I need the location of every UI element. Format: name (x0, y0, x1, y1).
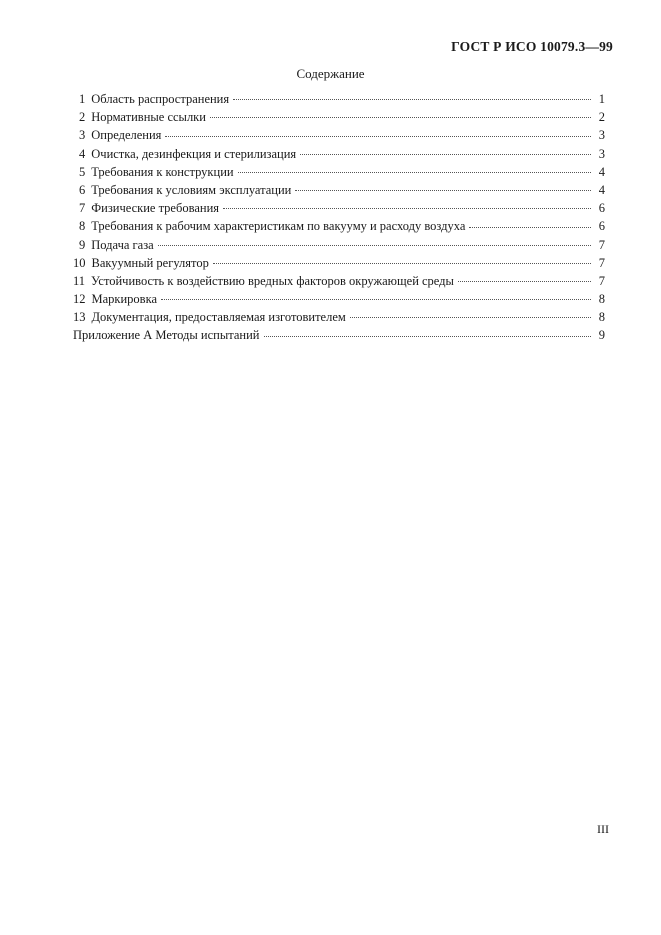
toc-entry[interactable] (73, 272, 605, 290)
toc-entry-number: 13 (73, 310, 86, 325)
toc-leader-dots (264, 335, 592, 337)
toc-entry-page: 4 (598, 164, 605, 179)
toc-entry-page: 4 (598, 182, 605, 197)
toc-leader-dots (233, 98, 591, 100)
toc-entry-label: Подача газа (91, 237, 154, 252)
toc-leader-dots (300, 153, 591, 155)
toc-entry[interactable] (73, 163, 605, 181)
toc-entry-label: Документация, предоставляемая изготовителем (91, 310, 346, 325)
toc-entry-number: 6 (79, 182, 86, 197)
toc-entry[interactable] (73, 199, 605, 217)
toc-entry-page: 8 (598, 310, 605, 325)
toc-entry[interactable] (73, 108, 605, 126)
toc-entry-label: Требования к условиям эксплуатации (91, 182, 292, 197)
toc-entry-label: Требования к конструкции (91, 164, 234, 179)
toc-entry-number: 10 (73, 255, 86, 270)
toc-entry-page: 2 (598, 110, 605, 125)
toc-entry-page: 8 (598, 292, 605, 307)
toc-leader-dots (238, 171, 591, 173)
toc-leader-dots (469, 226, 591, 228)
toc-entry-label: Устойчивость к воздействию вредных факторов окружающей среды (91, 273, 454, 288)
table-of-contents (73, 90, 605, 345)
toc-entry-number: 5 (79, 164, 86, 179)
toc-entry-number: 9 (79, 237, 86, 252)
toc-leader-dots (223, 207, 591, 209)
toc-entry-page: 6 (598, 219, 605, 234)
toc-entry-label: Маркировка (91, 292, 158, 307)
toc-entry-page: 7 (598, 273, 605, 288)
toc-entry-page: 3 (598, 128, 605, 143)
toc-leader-dots (295, 189, 591, 191)
toc-entry-page: 7 (598, 237, 605, 252)
toc-entry[interactable] (73, 145, 605, 163)
toc-entry-number: 4 (79, 146, 86, 161)
toc-entry-label: Нормативные ссылки (91, 110, 206, 125)
toc-entry[interactable] (73, 126, 605, 144)
toc-entry-page: 6 (598, 201, 605, 216)
toc-entry-label: Приложение А Методы испытаний (73, 328, 260, 343)
toc-entry[interactable] (73, 181, 605, 199)
toc-entry[interactable] (73, 290, 605, 308)
toc-entry-label: Вакуумный регулятор (91, 255, 209, 270)
toc-entry-number: 1 (79, 92, 86, 106)
toc-title: Содержание (296, 66, 365, 81)
toc-entry-annex[interactable] (73, 326, 605, 344)
toc-leader-dots (213, 262, 591, 264)
toc-entry[interactable] (73, 308, 605, 326)
toc-entry-number: 3 (79, 128, 86, 143)
toc-entry-label: Определения (91, 128, 162, 143)
toc-leader-dots (458, 280, 591, 282)
toc-entry-page: 7 (598, 255, 605, 270)
toc-entry-number: 8 (79, 219, 86, 234)
toc-leader-dots (210, 116, 591, 118)
toc-entry-label: Требования к рабочим характеристикам по вакууму и расходу воздуха (91, 219, 466, 234)
toc-entry-label: Физические требования (91, 201, 220, 216)
toc-entry[interactable] (73, 236, 605, 254)
toc-entry[interactable] (73, 90, 605, 108)
toc-leader-dots (161, 298, 591, 300)
toc-entry-number: 2 (79, 110, 86, 125)
toc-entry[interactable] (73, 217, 605, 235)
toc-entry[interactable] (73, 254, 605, 272)
toc-leader-dots (158, 244, 591, 246)
toc-entry-page: 1 (598, 92, 605, 106)
toc-entry-page: 9 (598, 328, 605, 343)
toc-entry-number: 12 (73, 292, 86, 307)
toc-entry-label: Очистка, дезинфекция и стерилизация (91, 146, 297, 161)
toc-entry-number: 7 (79, 201, 86, 216)
toc-entry-page: 3 (598, 146, 605, 161)
toc-entry-number: 11 (73, 273, 86, 288)
standard-code: ГОСТ Р ИСО 10079.3—99 (451, 39, 613, 54)
toc-leader-dots (165, 135, 591, 137)
page-number: III (597, 822, 609, 836)
toc-leader-dots (350, 316, 591, 318)
toc-entry-label: Область распространения (91, 92, 230, 106)
